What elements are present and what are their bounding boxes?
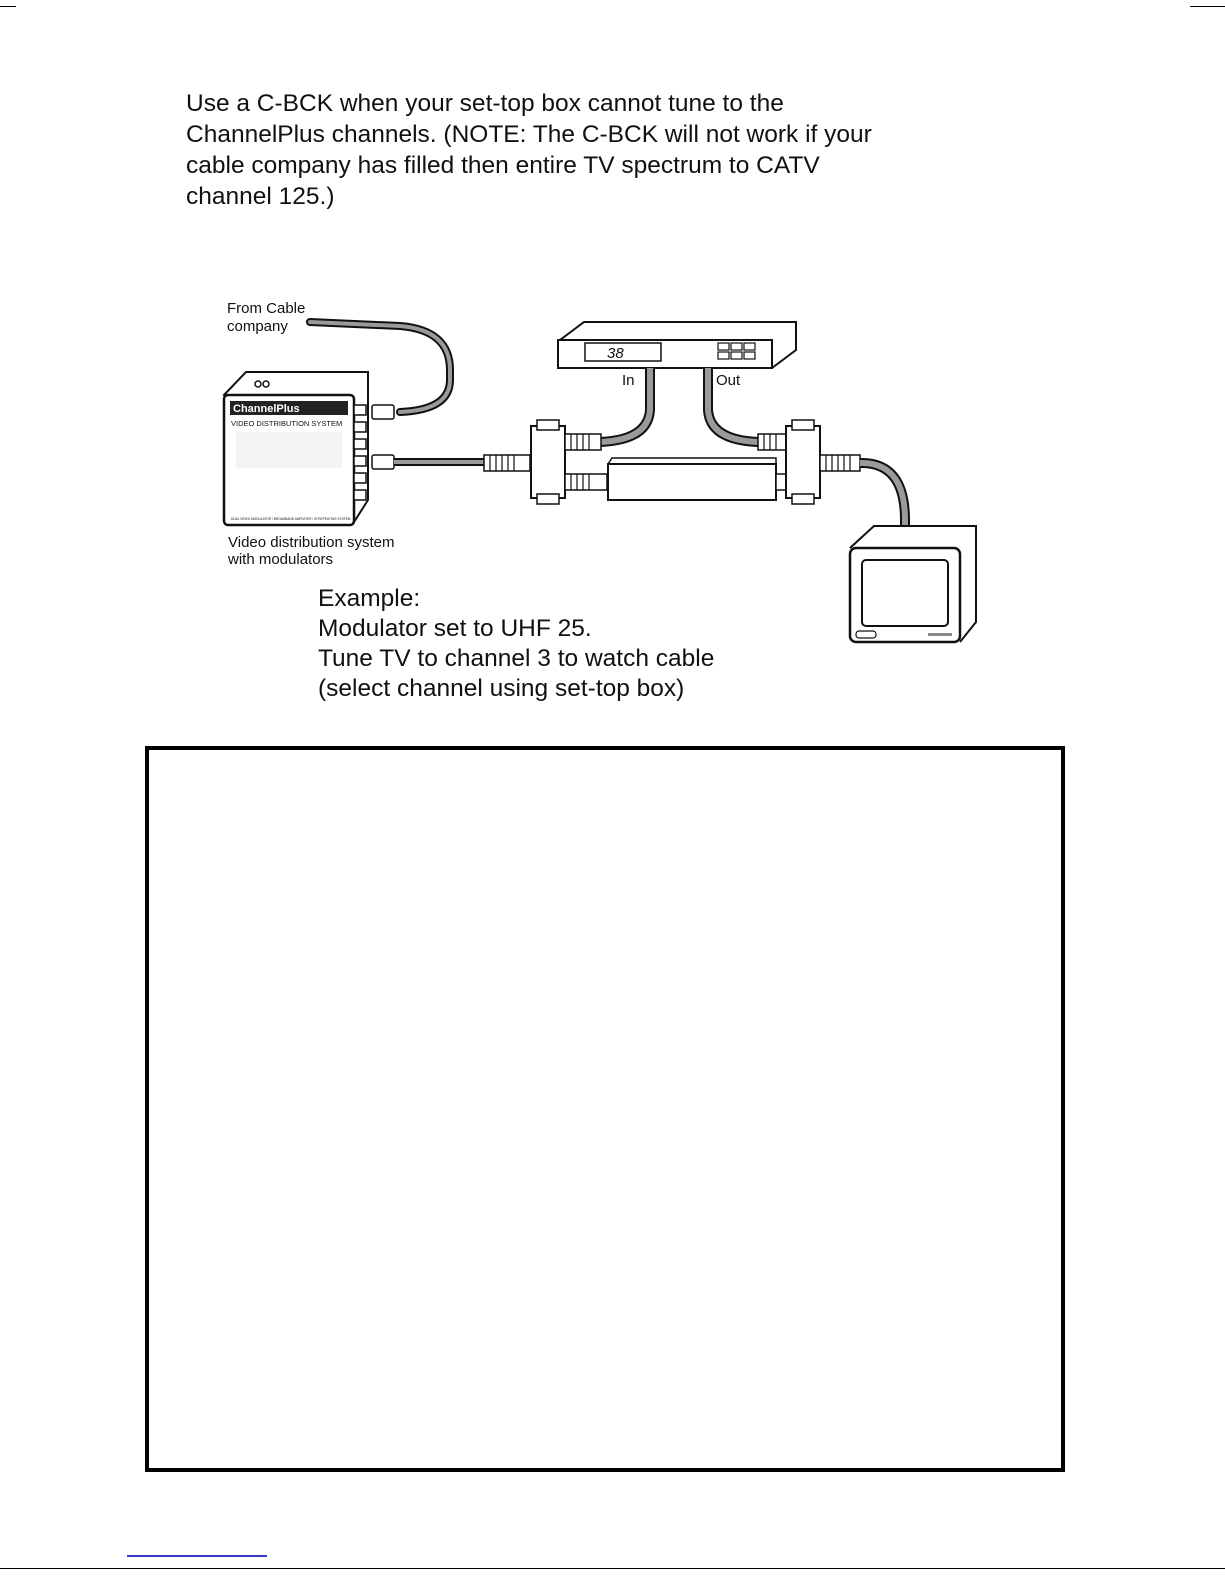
- empty-bordered-box: [145, 746, 1065, 1472]
- set-top-box: [558, 322, 796, 368]
- stb-in-label: In: [622, 372, 635, 389]
- tv-power-button: [856, 631, 876, 638]
- stb-channel-readout: 38: [607, 345, 624, 362]
- footer-link-underline: [127, 1555, 267, 1557]
- example-line: Modulator set to UHF 25.: [318, 615, 592, 642]
- example-line: (select channel using set-top box): [318, 675, 685, 702]
- stb-out-label: Out: [716, 372, 741, 389]
- from-cable-label-2: company: [227, 318, 288, 335]
- intro-line: cable company has filled then entire TV spectrum to CATV: [186, 152, 820, 179]
- cable-to-tv: [860, 463, 905, 528]
- example-block: [318, 584, 714, 704]
- vds-brand-logo: ChannelPlus: [233, 403, 300, 415]
- example-line: Tune TV to channel 3 to watch cable: [318, 645, 715, 672]
- intro-line: Use a C-BCK when your set-top box cannot tune to the: [186, 90, 784, 117]
- left-splitter: [484, 420, 607, 504]
- from-cable-label-1: From Cable: [227, 300, 306, 317]
- example-line: Example:: [318, 585, 421, 612]
- vds-bottom-text: DUAL VIDEO MODULATOR / BROADBAND AMPLIFIER / IR REPEATING SYSTEM: [231, 517, 351, 521]
- video-distribution-unit: [224, 372, 394, 525]
- footer-rule: [0, 1568, 1225, 1569]
- intro-line: ChannelPlus channels. (NOTE: The C-BCK will not work if your: [186, 121, 872, 148]
- intro-line: channel 125.): [186, 183, 335, 210]
- vds-caption-2: with modulators: [228, 551, 334, 568]
- vds-caption-1: Video distribution system: [228, 534, 395, 551]
- television: [850, 526, 976, 642]
- vds-panel-title: VIDEO DISTRIBUTION SYSTEM: [231, 419, 343, 428]
- c-bck-filter: [608, 458, 776, 500]
